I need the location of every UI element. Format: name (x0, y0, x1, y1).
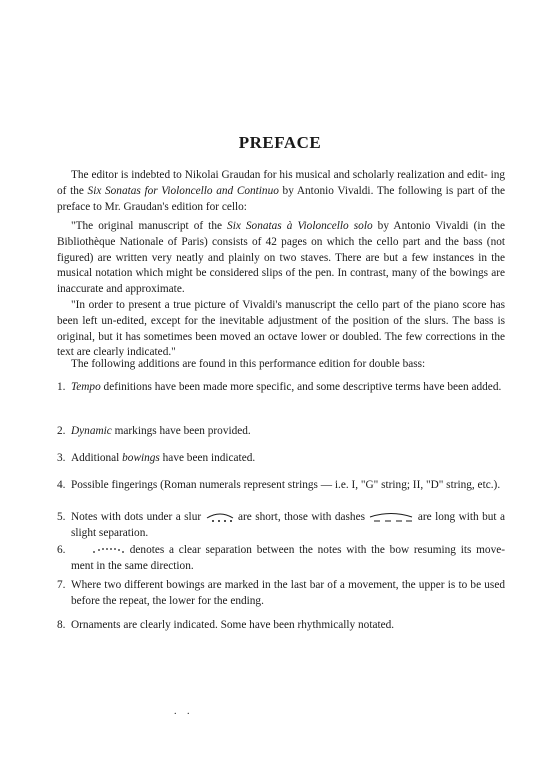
item-number: 4. (57, 479, 66, 491)
item-number: 5. (57, 511, 66, 523)
quote-paragraph-1 (57, 219, 505, 298)
item-body: denotes a clear separation between the notes with the bow resuming its move- ment in the same direction. (71, 544, 505, 572)
item-text (71, 380, 505, 396)
item-number: 6. (57, 544, 66, 556)
item-text: Possible fingerings (Roman numerals represent strings — i.e. I, "G" string; II, "D" string, etc.). (71, 479, 501, 491)
additions-intro: The following additions are found in this performance edition for double bass: (71, 358, 426, 370)
quote1-text-end: by Antonio Vivaldi (in the Bibliothèque Nationale of Paris) consists of 42 pages on which the cello part and the bass (not figured) are written very neatly and plainly on two staves. There are but a few instances in the musical notation which might be considered slips of the pen. In contrast, many of the bowings are inaccurate and approximate. (57, 220, 505, 296)
item-italic: Tempo (71, 381, 101, 393)
item-mid: are short, those with dashes (238, 511, 365, 523)
item-body: markings have been provided. (111, 425, 251, 437)
intro-work-title: Six Sonatas for Violoncello and Continuo (87, 184, 279, 197)
item-number: 1. (57, 381, 66, 393)
item-text: Where two different bowings are marked in the last bar of a movement, the upper is to be used before the repeat, the lower for the ending. (71, 579, 505, 607)
dashed-slur-icon (368, 511, 414, 523)
intro-text-start: The editor is indebted to Nikolai Graudan for his musical and scholarly realization and edit- ing of the (57, 169, 505, 197)
item-number: 3. (57, 452, 66, 464)
staccato-dots-icon (91, 545, 125, 555)
item-text (71, 510, 505, 542)
item-body: have been indicated. (159, 452, 256, 464)
item-body: definitions have been made more specific, and some descriptive terms have been added. (100, 381, 502, 393)
item-italic: Dynamic (71, 425, 112, 437)
dotted-slur-icon (205, 511, 235, 523)
item-number: 2. (57, 425, 66, 437)
item-text (71, 424, 505, 440)
item-text: Ornaments are clearly indicated. Some have been rhythmically notated. (71, 619, 395, 631)
item-text (71, 451, 505, 467)
quote-paragraph-2: "In order to present a true picture of Vivaldi's manuscript the cello part of the piano score has been left un-edited, except for the inevitable adjustment of the position of the slurs. The bass is original, but it has sometimes been moved an octave lower or doubled. The few corrections in the text are clearly indicated." (57, 299, 505, 359)
quote1-work-title: Six Sonatas à Violoncello solo (227, 220, 373, 232)
item-pre: Notes with dots under a slur (71, 511, 202, 523)
footer-marks: . . (174, 706, 194, 717)
intro-text-end: by Antonio Vivaldi. The following is part of the preface to Mr. Graudan's edition for cello: (57, 184, 505, 213)
item-number: 8. (57, 619, 66, 631)
item-number: 7. (57, 579, 66, 591)
quote1-text-start: "The original manuscript of the (71, 220, 228, 232)
intro-paragraph (57, 168, 505, 215)
item-text (71, 543, 505, 575)
item-post: are long with but a slight separation. (71, 511, 505, 539)
item-pre: Additional (71, 452, 123, 464)
item-italic: bowings (122, 452, 160, 464)
page-title: PREFACE (238, 133, 322, 152)
